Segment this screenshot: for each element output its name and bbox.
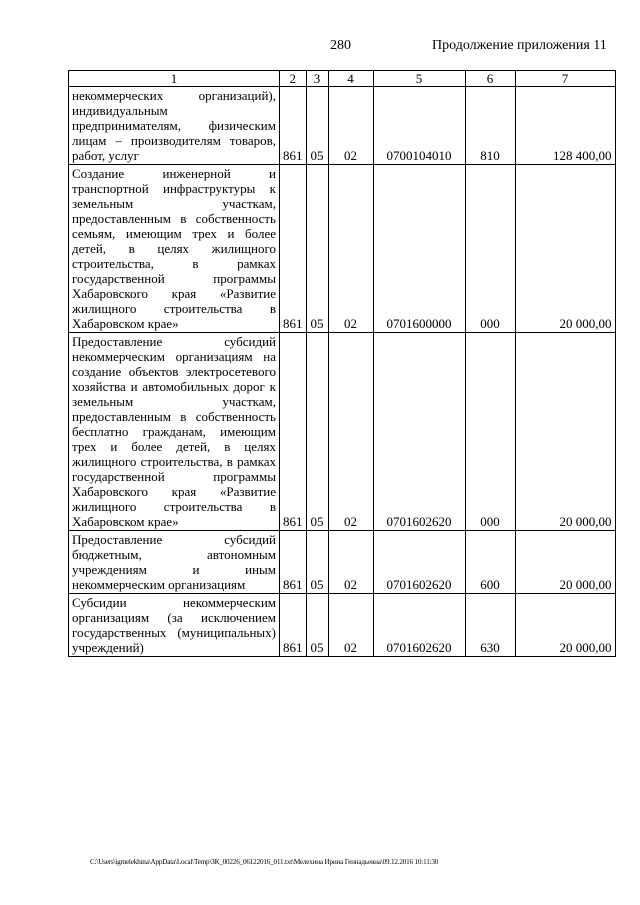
page-number: 280	[330, 38, 351, 53]
row-target-article: 0701602620	[373, 594, 465, 657]
row-name: Предоставление субсидий бюджетным, автономным учреждениям и иным некоммерческим организациям	[69, 531, 280, 594]
row-ministry-code: 861	[280, 594, 307, 657]
row-ministry-code: 861	[280, 333, 307, 531]
row-ministry-code: 861	[280, 165, 307, 333]
budget-table	[68, 70, 616, 657]
row-expense-type: 600	[465, 531, 515, 594]
row-amount: 20 000,00	[515, 531, 615, 594]
row-section-code: 05	[306, 333, 328, 531]
row-subsection-code: 02	[328, 165, 373, 333]
row-subsection-code: 02	[328, 531, 373, 594]
row-target-article: 0701602620	[373, 531, 465, 594]
table-row	[69, 165, 616, 333]
row-expense-type: 000	[465, 333, 515, 531]
row-name: некоммерческих организаций), индивидуальным предпринимателям, физическим лицам – производителям товаров, работ, услуг	[69, 87, 280, 165]
row-section-code: 05	[306, 594, 328, 657]
row-ministry-code: 861	[280, 531, 307, 594]
column-header: 5	[373, 71, 465, 87]
row-amount: 20 000,00	[515, 333, 615, 531]
row-name: Предоставление субсидий некоммерческим организациям на создание объектов электросетевого хозяйства и автомобильных дорог к земельным участкам, предоставленным в собственность бесплатно гражданам, имеющим трех и более детей, в целях жилищного строительства, в рамках государственной программы Хабаровского края «Развитие жилищного строительства в Хабаровском крае»	[69, 333, 280, 531]
row-name: Субсидии некоммерческим организациям (за исключением государственных (муниципальных) учреждений)	[69, 594, 280, 657]
row-section-code: 05	[306, 531, 328, 594]
row-expense-type: 000	[465, 165, 515, 333]
row-subsection-code: 02	[328, 594, 373, 657]
column-header: 3	[306, 71, 328, 87]
appendix-continuation-title: Продолжение приложения 11	[432, 38, 607, 53]
row-amount: 20 000,00	[515, 165, 615, 333]
row-amount: 20 000,00	[515, 594, 615, 657]
row-section-code: 05	[306, 87, 328, 165]
row-subsection-code: 02	[328, 87, 373, 165]
column-header: 7	[515, 71, 615, 87]
row-name: Создание инженерной и транспортной инфраструктуры к земельным участкам, предоставленным в собственность семьям, имеющим трех и более детей, в целях жилищного строительства, в рамках государственной программы Хабаровского края «Развитие жилищного строительства в Хабаровском крае»	[69, 165, 280, 333]
column-header: 4	[328, 71, 373, 87]
row-target-article: 0700104010	[373, 87, 465, 165]
column-header: 1	[69, 71, 280, 87]
table-row	[69, 87, 616, 165]
row-target-article: 0701600000	[373, 165, 465, 333]
table-row	[69, 333, 616, 531]
row-target-article: 0701602620	[373, 333, 465, 531]
row-ministry-code: 861	[280, 87, 307, 165]
row-amount: 128 400,00	[515, 87, 615, 165]
row-section-code: 05	[306, 165, 328, 333]
row-expense-type: 810	[465, 87, 515, 165]
column-header: 2	[280, 71, 307, 87]
table-header-row	[69, 71, 616, 87]
column-header: 6	[465, 71, 515, 87]
row-expense-type: 630	[465, 594, 515, 657]
table-row	[69, 594, 616, 657]
file-path-footer: C:\Users\igmelekhina\AppData\Local\Temp\ЗК_00226_06122016_011.txt\Мелехина Ирина Геннадьевна\09.12.2016 10:11:30	[90, 858, 439, 866]
row-subsection-code: 02	[328, 333, 373, 531]
table-row	[69, 531, 616, 594]
